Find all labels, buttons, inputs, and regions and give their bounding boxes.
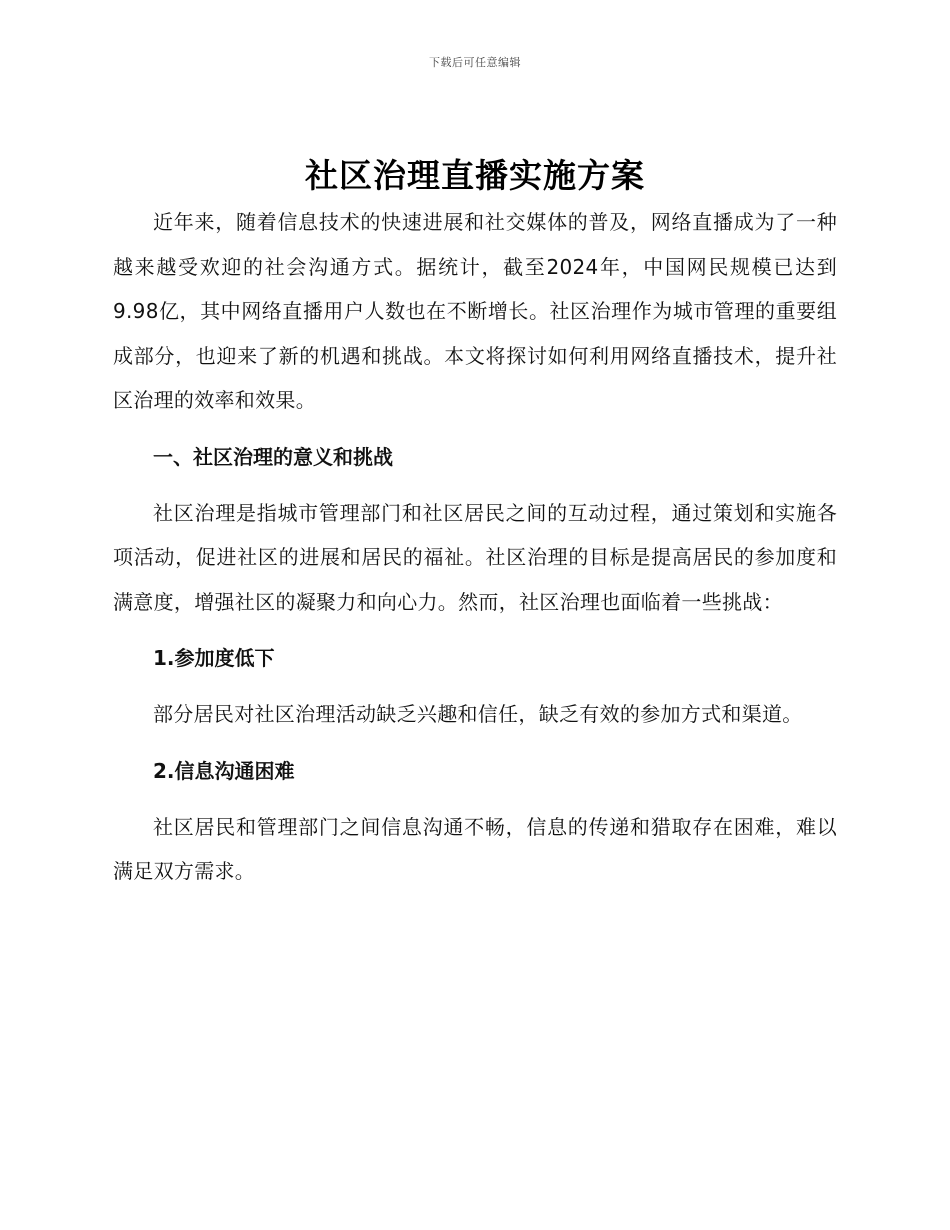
section-heading-1: 一、社区治理的意义和挑战 bbox=[153, 444, 393, 469]
subsection-2-paragraph: 社区居民和管理部门之间信息沟通不畅，信息的传递和猎取存在困难，难以满足双方需求。 bbox=[113, 814, 837, 883]
subsection-1-paragraph: 部分居民对社区治理活动缺乏兴趣和信任，缺乏有效的参加方式和渠道。 bbox=[153, 702, 803, 726]
document-body bbox=[113, 200, 837, 894]
section-1-paragraph: 社区治理是指城市管理部门和社区居民之间的互动过程，通过策划和实施各项活动，促进社区的进展和居民的福祉。社区治理的目标是提高居民的参加度和满意度，增强社区的凝聚力和向心力。然而，社区治理也面临着一些挑战： bbox=[113, 500, 837, 614]
intro-paragraph: 近年来，随着信息技术的快速进展和社交媒体的普及，网络直播成为了一种越来越受欢迎的社会沟通方式。据统计，截至2024年，中国网民规模已达到9.98亿，其中网络直播用户人数也在不断增长。社区治理作为城市管理的重要组成部分，也迎来了新的机遇和挑战。本文将探讨如何利用网络直播技术，提升社区治理的效率和效果。 bbox=[113, 210, 837, 412]
page-header-note: 下载后可任意编辑 bbox=[429, 56, 521, 69]
document-title: 社区治理直播实施方案 bbox=[305, 156, 645, 195]
subheading-2: 2.信息沟通困难 bbox=[153, 758, 295, 783]
subheading-1: 1.参加度低下 bbox=[153, 646, 275, 670]
